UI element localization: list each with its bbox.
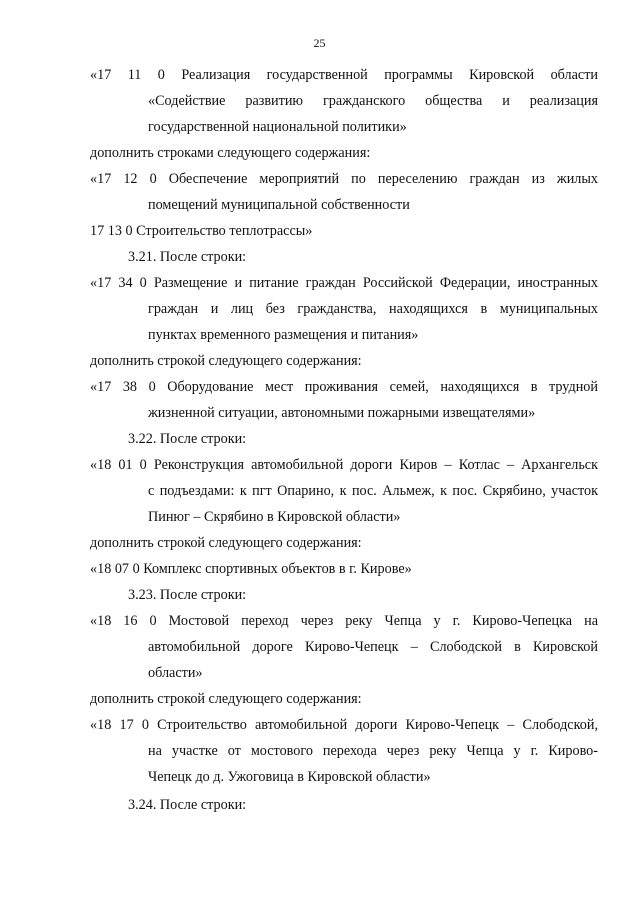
continuation-line: пунктах временного размещения и питания» <box>148 327 419 343</box>
code-line-18-17-0: «18 17 0 Строительство автомобильной дороги Кирово-Чепецк – Слободской, <box>90 717 598 733</box>
code-line-17-38-0: «17 38 0 Оборудование мест проживания семей, находящихся в трудной <box>90 379 598 395</box>
continuation-line: граждан и лиц без гражданства, находящихся в муниципальных <box>148 301 598 317</box>
instruction-line: дополнить строкой следующего содержания: <box>90 353 362 369</box>
continuation-line: жизненной ситуации, автономными пожарными извещателями» <box>148 405 536 421</box>
section-heading-3-21: 3.21. После строки: <box>128 249 247 265</box>
section-heading-3-22: 3.22. После строки: <box>128 431 247 447</box>
continuation-line: государственной национальной политики» <box>148 119 407 135</box>
continuation-line: Пинюг – Скрябино в Кировской области» <box>148 509 401 525</box>
continuation-line: помещений муниципальной собственности <box>148 197 410 213</box>
instruction-line: дополнить строкой следующего содержания: <box>90 535 362 551</box>
continuation-line: области» <box>148 665 203 681</box>
section-heading-3-23: 3.23. После строки: <box>128 587 247 603</box>
code-line-17-34-0: «17 34 0 Размещение и питание граждан Российской Федерации, иностранных <box>90 275 598 291</box>
code-line-17-11-0: «17 11 0 Реализация государственной программы Кировской области <box>90 67 598 83</box>
code-line-18-16-0: «18 16 0 Мостовой переход через реку Чепца у г. Кирово-Чепецка на <box>90 613 598 629</box>
code-line-18-07-0: «18 07 0 Комплекс спортивных объектов в г. Кирове» <box>90 561 412 577</box>
section-heading-3-24: 3.24. После строки: <box>128 797 247 813</box>
continuation-line: на участке от мостового перехода через реку Чепца у г. Кирово- <box>148 743 598 759</box>
page-number: 25 <box>313 36 326 50</box>
code-line-18-01-0: «18 01 0 Реконструкция автомобильной дороги Киров – Котлас – Архангельск <box>90 457 598 473</box>
continuation-line: Чепецк до д. Ужоговица в Кировской области» <box>148 769 431 785</box>
continuation-line: «Содействие развитию гражданского общества и реализация <box>148 93 598 109</box>
continuation-line: автомобильной дороге Кирово-Чепецк – Слободской в Кировской <box>148 639 598 655</box>
continuation-line: с подъездами: к пгт Опарино, к пос. Альмеж, к пос. Скрябино, участок <box>148 483 598 499</box>
instruction-line: дополнить строками следующего содержания: <box>90 145 371 161</box>
code-line-17-12-0: «17 12 0 Обеспечение мероприятий по переселению граждан из жилых <box>90 171 598 187</box>
instruction-line: дополнить строкой следующего содержания: <box>90 691 362 707</box>
code-line-17-13-0: 17 13 0 Строительство теплотрассы» <box>90 223 313 239</box>
